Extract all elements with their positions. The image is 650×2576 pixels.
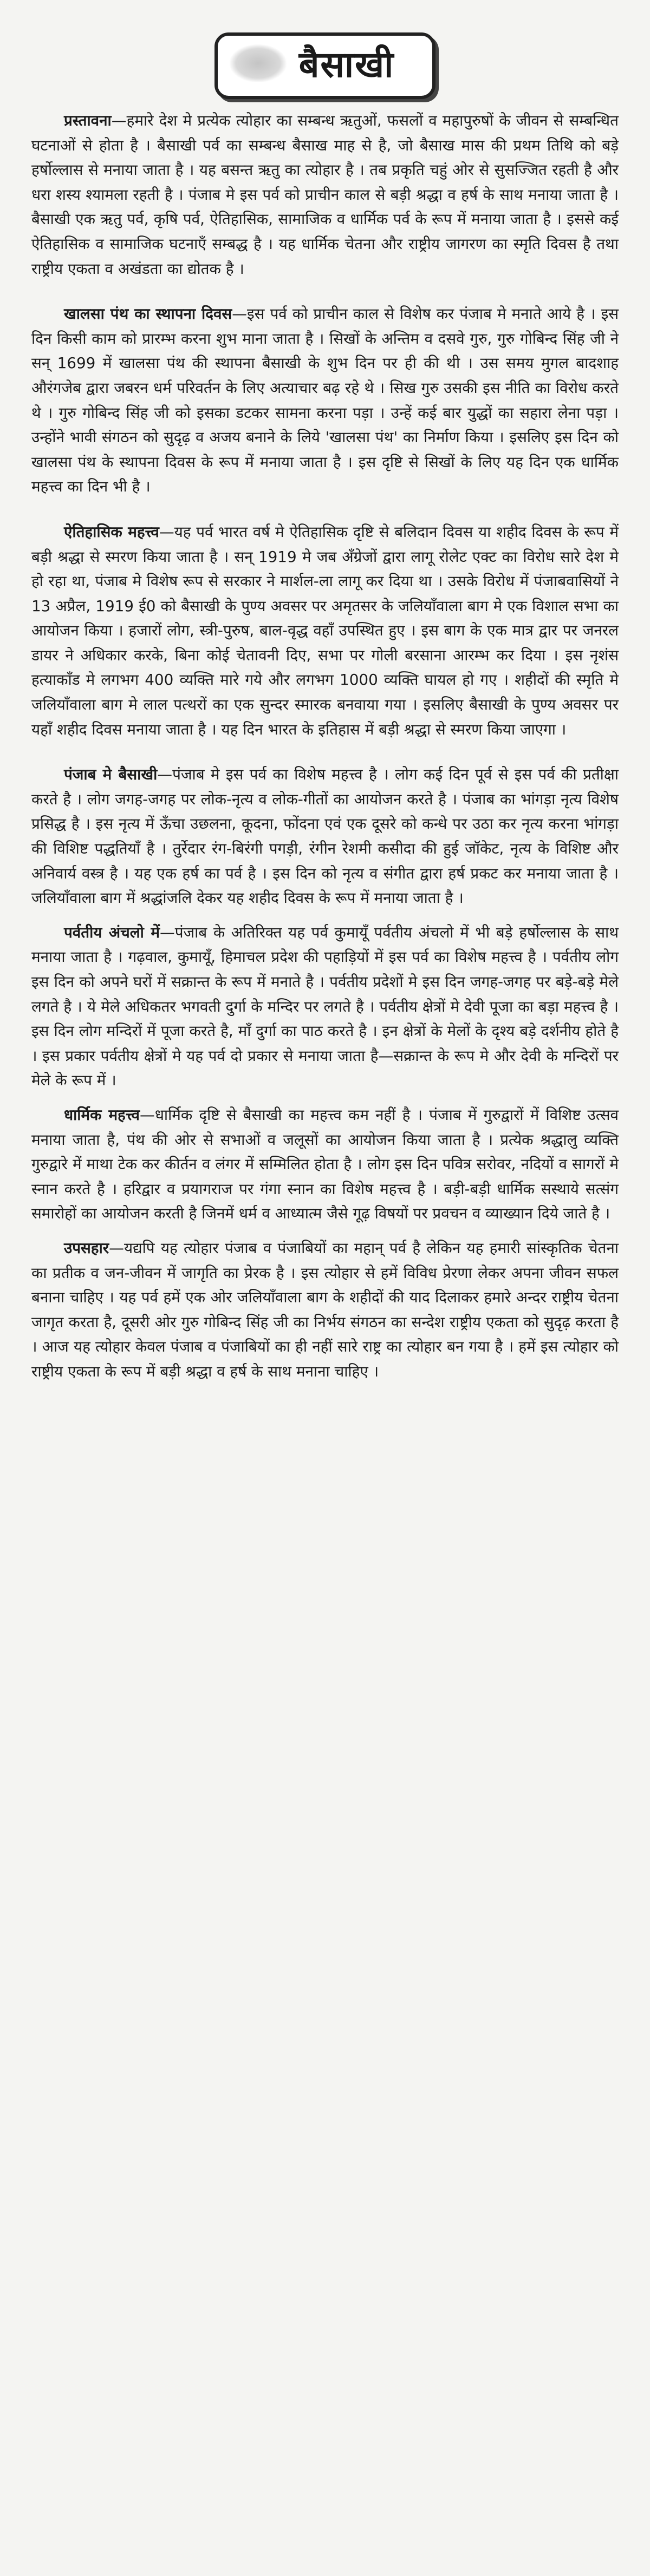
essay-body — [31, 108, 619, 1394]
page-title: बैसाखी — [298, 44, 395, 86]
title-decoration — [230, 44, 287, 82]
paragraph-introduction: प्रस्तावना—हमारे देश मे प्रत्येक त्योहार का सम्बन्ध ऋतुओं, फसलों व महापुरुषों के जीवन से सम्बन्धित घटनाओं से होता है । बैसाखी पर्व का सम्बन्ध बैसाख माह से है, जो बैसाख मास की प्रथम तिथि को बड़े हर्षोल्लास से मनाया जाता है । यह बसन्त ऋतु का त्योहार है । तब प्रकृति चहुं ओर से सुसज्जित रहती है और धरा शस्य श्यामला रहती है । पंजाब मे इस पर्व को प्राचीन काल से बड़ी श्रद्धा व हर्ष के साथ मनाया जाता है । बैसाखी एक ऋतु पर्व, कृषि पर्व, ऐतिहासिक, सामाजिक व धार्मिक पर्व के रूप में मनाया जाता है । इससे कई ऐतिहासिक व सामाजिक घटनाएँ सम्बद्ध है । यह धार्मिक चेतना और राष्ट्रीय जागरण का स्मृति दिवस है तथा राष्ट्रीय एकता व अखंडता का द्योतक है । — [31, 112, 619, 278]
paragraph-punjab: पंजाब मे बैसाखी—पंजाब मे इस पर्व का विशेष महत्त्व है । लोग कई दिन पूर्व से इस पर्व की प्रतीक्षा करते है । लोग जगह-जगह पर लोक-नृत्य व लोक-गीतों का आयोजन करते है । पंजाब का भांगड़ा नृत्य विशेष प्रसिद्ध है । इस नृत्य में ऊँचा उछलना, कूदना, फोंदना एवं एक दूसरे को कन्धे पर उठा कर नृत्य करना भांगड़ा की विशिष्ट पद्धतियाँ है । तुर्रेदार रंग-बिरंगी पगड़ी, रंगीन रेशमी कसीदा की हुई जॉकेट, नृत्य के विशिष्ट और अनिवार्य वस्त्र है । यह एक हर्ष का पर्व है । इस दिन को नृत्य व संगीत द्वारा हर्ष प्रकट कर मनाया जाता है । जलियाँवाला बाग में श्रद्धांजलि देकर यह शहीद दिवस के रूप में मनाया जाता है । — [31, 765, 619, 907]
paragraph-text: यह पर्व भारत वर्ष मे ऐतिहासिक दृष्टि से बलिदान दिवस या शहीद दिवस के रूप में बड़ी श्रद्धा से स्मरण किया जाता है । सन् 1919 मे जब अँग्रेजों द्वारा लागू रोलेट एक्ट का विरोध सारे देश मे हो रहा था, पंजाब मे विशेष रूप से सरकार ने मार्शल-ला लागू कर दिया था । उसके विरोध में पंजाबवासियों ने 13 अप्रैल, 1919 ई0 को बैसाखी के पुण्य अवसर पर अमृतसर के जलियाँवाला बाग मे एक विशाल सभा का आयोजन किया । हजारों लोग, स्त्री-पुरुष, बाल-वृद्ध वहाँ उपस्थित हुए । इस बाग के एक मात्र द्वार पर जनरल डायर ने अधिकार करके, बिना कोई चेतावनी दिए, सभा पर गोली बरसाना आरम्भ कर दिया । इस नृशंस हत्याकाँड मे लगभग 400 व्यक्ति मारे गये और लगभग 1000 व्यक्ति घायल हो गए । शहीदों की स्मृति मे जलियाँवाला बाग मे लाल पत्थरों का एक सुन्दर स्मारक बनवाया गया । इसलिए बैसाखी के पुण्य अवसर पर यहाँ शहीद दिवस मनाया जाता है । यह दिन भारत के इतिहास में बड़ी श्रद्धा से स्मरण किया जाएगा । — [31, 522, 619, 738]
paragraph-heading: ऐतिहासिक महत्त्व — [64, 522, 159, 541]
paragraph-heading: प्रस्तावना — [64, 112, 112, 129]
title-banner — [0, 32, 650, 99]
paragraph-heading: उपसहार — [64, 1238, 109, 1257]
paragraph-text: हमारे देश मे प्रत्येक त्योहार का सम्बन्ध ऋतुओं, फसलों व महापुरुषों के जीवन से सम्बन्धित घटनाओं से होता है । बैसाखी पर्व का सम्बन्ध बैसाख माह से है, जो बैसाख मास की प्रथम तिथि को बड़े हर्षोल्लास से मनाया जाता है । यह बसन्त ऋतु का त्योहार है । तब प्रकृति चहुं ओर से सुसज्जित रहती है और धरा शस्य श्यामला रहती है । पंजाब मे इस पर्व को प्राचीन काल से बड़ी श्रद्धा व हर्ष के साथ मनाया जाता है । बैसाखी एक ऋतु पर्व, कृषि पर्व, ऐतिहासिक, सामाजिक व धार्मिक पर्व के रूप में मनाया जाता है । इससे कई ऐतिहासिक व सामाजिक घटनाएँ सम्बद्ध है । यह धार्मिक चेतना और राष्ट्रीय जागरण का स्मृति दिवस है तथा राष्ट्रीय एकता व अखंडता का द्योतक है । — [31, 112, 619, 278]
paragraph-heading: धार्मिक महत्त्व — [64, 1105, 140, 1124]
paragraph-historical: ऐतिहासिक महत्त्व—यह पर्व भारत वर्ष मे ऐतिहासिक दृष्टि से बलिदान दिवस या शहीद दिवस के रूप में बड़ी श्रद्धा से स्मरण किया जाता है । सन् 1919 मे जब अँग्रेजों द्वारा लागू रोलेट एक्ट का विरोध सारे देश मे हो रहा था, पंजाब मे विशेष रूप से सरकार ने मार्शल-ला लागू कर दिया था । उसके विरोध में पंजाबवासियों ने 13 अप्रैल, 1919 ई0 को बैसाखी के पुण्य अवसर पर अमृतसर के जलियाँवाला बाग मे एक विशाल सभा का आयोजन किया । हजारों लोग, स्त्री-पुरुष, बाल-वृद्ध वहाँ उपस्थित हुए । इस बाग के एक मात्र द्वार पर जनरल डायर ने अधिकार करके, बिना कोई चेतावनी दिए, सभा पर गोली बरसाना आरम्भ कर दिया । इस नृशंस हत्याकाँड मे लगभग 400 व्यक्ति मारे गये और लगभग 1000 व्यक्ति घायल हो गए । शहीदों की स्मृति मे जलियाँवाला बाग मे लाल पत्थरों का एक सुन्दर स्मारक बनवाया गया । इसलिए बैसाखी के पुण्य अवसर पर यहाँ शहीद दिवस मनाया जाता है । यह दिन भारत के इतिहास में बड़ी श्रद्धा से स्मरण किया जाएगा । — [31, 522, 619, 738]
paragraph-hills: पर्वतीय अंचलो में—पंजाब के अतिरिक्त यह पर्व कुमायूँ पर्वतीय अंचलो में भी बड़े हर्षोल्लास के साथ मनाया जाता है । गढ़वाल, कुमायूँ, हिमाचल प्रदेश की पहाड़ियों में इस पर्व का विशेष महत्त्व है । पर्वतीय लोग इस दिन को अपने घरों में सक्रान्त के रूप में मनाते है । पर्वतीय प्रदेशों मे इस दिन जगह-जगह पर बड़े-बड़े मेले लगते है । ये मेले अधिकतर भगवती दुर्गा के मन्दिर पर लगते है । पर्वतीय क्षेत्रों मे देवी पूजा का बड़ा महत्त्व है । इस दिन लोग मन्दिरों में पूजा करते है, माँ दुर्गा का पाठ करते है । इन क्षेत्रों के मेलों के दृश्य बड़े दर्शनीय होते है । इस प्रकार पर्वतीय क्षेत्रों मे यह पर्व दो प्रकार से मनाया जाता है—सक्रान्त के रूप मे और देवी के मन्दिरों पर मेले के रूप में । — [31, 923, 619, 1090]
paragraph-khalsa: खालसा पंथ का स्थापना दिवस—इस पर्व को प्राचीन काल से विशेष कर पंजाब मे मनाते आये है । इस दिन किसी काम को प्रारम्भ करना शुभ माना जाता है । सिखों के अन्तिम व दसवे गुरु, गुरु गोबिन्द सिंह जी ने सन् 1699 में खालसा पंथ की स्थापना बैसाखी के शुभ दिन पर ही की थी । उस समय मुगल बादशाह औरंगजेब द्वारा जबरन धर्म परिवर्तन के लिए अत्याचार बढ़ रहे थे । सिख गुरु उसकी इस नीति का विरोध करते थे । गुरु गोबिन्द सिंह जी को इसका डटकर सामना करना पड़ा । उन्हें कई बार युद्धों का सहारा लेना पड़ा । उन्होंने भावी संगठन को सुदृढ़ व अजय बनाने के लिये 'खालसा पंथ' का निर्माण किया । इसलिए इस दिन को खालसा पंथ के स्थापना दिवस के रूप में मनाया जाता है । इस दृष्टि से सिखों के लिए यह दिन एक धार्मिक महत्त्व का दिन भी है । — [31, 305, 619, 496]
paragraph-text: यद्यपि यह त्योहार पंजाब व पंजाबियों का महान् पर्व है लेकिन यह हमारी सांस्कृतिक चेतना का प्रतीक व जन-जीवन में जागृति का प्रेरक है । इस त्योहार से हमें विविध प्रेरणा लेकर अपना जीवन सफल बनाना चाहिए । यह पर्व हमें एक ओर जलियाँवाला बाग के शहीदों की याद दिलाकर हमारे अन्दर राष्ट्रीय चेतना जागृत करता है, दूसरी ओर गुरु गोबिन्द सिंह जी का निर्भय संगठन का सन्देश राष्ट्रीय एकता को सुदृढ़ करता है । आज यह त्योहार केवल पंजाब व पंजाबियों का ही नहीं सारे राष्ट्र का त्योहार बन गया है । हमें इस त्योहार को राष्ट्रीय एकता के रूप में बड़ी श्रद्धा व हर्ष के साथ मनाना चाहिए । — [31, 1238, 619, 1380]
paragraph-heading: पर्वतीय अंचलो में — [64, 923, 160, 941]
paragraph-religious: धार्मिक महत्त्व—धार्मिक दृष्टि से बैसाखी का महत्त्व कम नहीं है । पंजाब में गुरुद्वारों में विशिष्ट उत्सव मनाया जाता है, पंथ की ओर से सभाओं व जलूसों का आयोजन किया जाता है । प्रत्येक श्रद्धालु व्यक्ति गुरुद्वारे में माथा टेक कर कीर्तन व लंगर में सम्मिलित होता है । लोग इस दिन पवित्र सरोवर, नदियों व सागरों मे स्नान करते है । हरिद्वार व प्रयागराज पर गंगा स्नान का विशेष महत्त्व है । बड़ी-बड़ी धार्मिक सस्थाये सत्संग समारोहों का आयोजन करती है जिनमें धर्म व आध्यात्म जैसे गूढ़ विषयों पर प्रवचन व व्याख्यान दिये जाते है । — [31, 1105, 619, 1223]
title-box — [214, 32, 435, 99]
paragraph-conclusion: उपसहार—यद्यपि यह त्योहार पंजाब व पंजाबियों का महान् पर्व है लेकिन यह हमारी सांस्कृतिक चेतना का प्रतीक व जन-जीवन में जागृति का प्रेरक है । इस त्योहार से हमें विविध प्रेरणा लेकर अपना जीवन सफल बनाना चाहिए । यह पर्व हमें एक ओर जलियाँवाला बाग के शहीदों की याद दिलाकर हमारे अन्दर राष्ट्रीय चेतना जागृत करता है, दूसरी ओर गुरु गोबिन्द सिंह जी का निर्भय संगठन का सन्देश राष्ट्रीय एकता को सुदृढ़ करता है । आज यह त्योहार केवल पंजाब व पंजाबियों का ही नहीं सारे राष्ट्र का त्योहार बन गया है । हमें इस त्योहार को राष्ट्रीय एकता के रूप में बड़ी श्रद्धा व हर्ष के साथ मनाना चाहिए । — [31, 1238, 619, 1380]
paragraph-text: धार्मिक दृष्टि से बैसाखी का महत्त्व कम नहीं है । पंजाब में गुरुद्वारों में विशिष्ट उत्सव मनाया जाता है, पंथ की ओर से सभाओं व जलूसों का आयोजन किया जाता है । प्रत्येक श्रद्धालु व्यक्ति गुरुद्वारे में माथा टेक कर कीर्तन व लंगर में सम्मिलित होता है । लोग इस दिन पवित्र सरोवर, नदियों व सागरों मे स्नान करते है । हरिद्वार व प्रयागराज पर गंगा स्नान का विशेष महत्त्व है । बड़ी-बड़ी धार्मिक सस्थाये सत्संग समारोहों का आयोजन करती है जिनमें धर्म व आध्यात्म जैसे गूढ़ विषयों पर प्रवचन व व्याख्यान दिये जाते है । — [31, 1105, 619, 1223]
paragraph-heading: पंजाब मे बैसाखी — [64, 765, 158, 784]
paragraph-heading: खालसा पंथ का स्थापना दिवस — [64, 305, 232, 323]
paragraph-text: इस पर्व को प्राचीन काल से विशेष कर पंजाब मे मनाते आये है । इस दिन किसी काम को प्रारम्भ करना शुभ माना जाता है । सिखों के अन्तिम व दसवे गुरु, गुरु गोबिन्द सिंह जी ने सन् 1699 में खालसा पंथ की स्थापना बैसाखी के शुभ दिन पर ही की थी । उस समय मुगल बादशाह औरंगजेब द्वारा जबरन धर्म परिवर्तन के लिए अत्याचार बढ़ रहे थे । सिख गुरु उसकी इस नीति का विरोध करते थे । गुरु गोबिन्द सिंह जी को इसका डटकर सामना करना पड़ा । उन्हें कई बार युद्धों का सहारा लेना पड़ा । उन्होंने भावी संगठन को सुदृढ़ व अजय बनाने के लिये 'खालसा पंथ' का निर्माण किया । इसलिए इस दिन को खालसा पंथ के स्थापना दिवस के रूप में मनाया जाता है । इस दृष्टि से सिखों के लिए यह दिन एक धार्मिक महत्त्व का दिन भी है । — [31, 305, 619, 496]
paragraph-text: पंजाब मे इस पर्व का विशेष महत्त्व है । लोग कई दिन पूर्व से इस पर्व की प्रतीक्षा करते है । लोग जगह-जगह पर लोक-नृत्य व लोक-गीतों का आयोजन करते है । पंजाब का भांगड़ा नृत्य विशेष प्रसिद्ध है । इस नृत्य में ऊँचा उछलना, कूदना, फोंदना एवं एक दूसरे को कन्धे पर उठा कर नृत्य करना भांगड़ा की विशिष्ट पद्धतियाँ है । तुर्रेदार रंग-बिरंगी पगड़ी, रंगीन रेशमी कसीदा की हुई जॉकेट, नृत्य के विशिष्ट और अनिवार्य वस्त्र है । यह एक हर्ष का पर्व है । इस दिन को नृत्य व संगीत द्वारा हर्ष प्रकट कर मनाया जाता है । जलियाँवाला बाग में श्रद्धांजलि देकर यह शहीद दिवस के रूप में मनाया जाता है । — [31, 765, 619, 907]
paragraph-text: पंजाब के अतिरिक्त यह पर्व कुमायूँ पर्वतीय अंचलो में भी बड़े हर्षोल्लास के साथ मनाया जाता है । गढ़वाल, कुमायूँ, हिमाचल प्रदेश की पहाड़ियों में इस पर्व का विशेष महत्त्व है । पर्वतीय लोग इस दिन को अपने घरों में सक्रान्त के रूप में मनाते है । पर्वतीय प्रदेशों मे इस दिन जगह-जगह पर बड़े-बड़े मेले लगते है । ये मेले अधिकतर भगवती दुर्गा के मन्दिर पर लगते है । पर्वतीय क्षेत्रों मे देवी पूजा का बड़ा महत्त्व है । इस दिन लोग मन्दिरों में पूजा करते है, माँ दुर्गा का पाठ करते है । इन क्षेत्रों के मेलों के दृश्य बड़े दर्शनीय होते है । इस प्रकार पर्वतीय क्षेत्रों मे यह पर्व दो प्रकार से मनाया जाता है—सक्रान्त के रूप मे और देवी के मन्दिरों पर मेले के रूप में । — [31, 923, 619, 1090]
